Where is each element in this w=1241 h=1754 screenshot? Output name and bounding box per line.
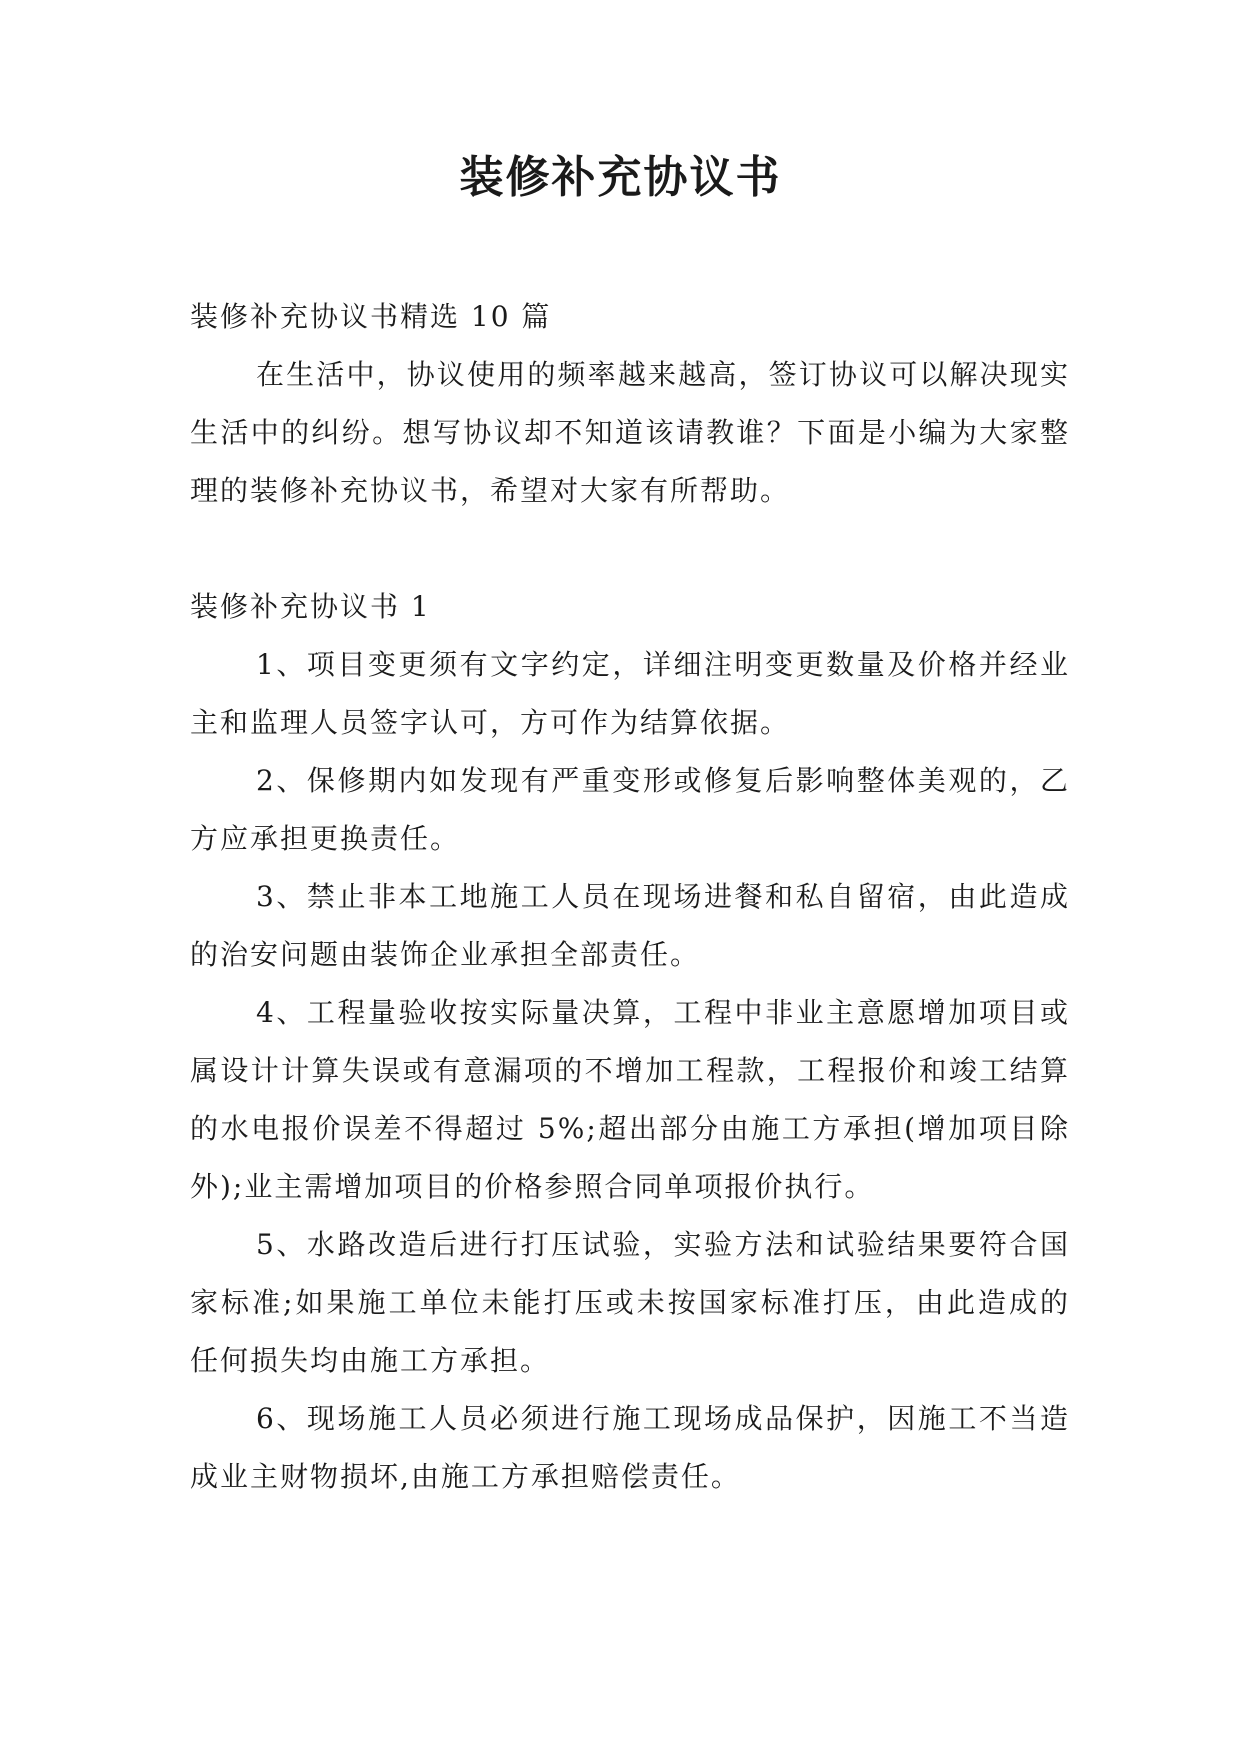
document-body <box>190 288 1070 1506</box>
document-subtitle: 装修补充协议书精选 10 篇 <box>190 300 552 333</box>
clause-4: 4、工程量验收按实际量决算，工程中非业主意愿增加项目或属设计计算失误或有意漏项的不增加工程款，工程报价和竣工结算的水电报价误差不得超过 5%;超出部分由施工方承担(增加项目除外);业主需增加项目的价格参照合同单项报价执行。 <box>190 996 1070 1203</box>
clause-6: 6、现场施工人员必须进行施工现场成品保护，因施工不当造成业主财物损坏,由施工方承担赔偿责任。 <box>190 1402 1070 1493</box>
document-title: 装修补充协议书 <box>459 152 782 203</box>
clause-1: 1、项目变更须有文字约定，详细注明变更数量及价格并经业主和监理人员签字认可，方可作为结算依据。 <box>190 648 1070 739</box>
clause-5: 5、水路改造后进行打压试验，实验方法和试验结果要符合国家标准;如果施工单位未能打压或未按国家标准打压，由此造成的任何损失均由施工方承担。 <box>190 1228 1070 1377</box>
clause-2: 2、保修期内如发现有严重变形或修复后影响整体美观的，乙方应承担更换责任。 <box>190 764 1070 855</box>
section-heading: 装修补充协议书 1 <box>190 590 431 623</box>
intro-paragraph: 在生活中，协议使用的频率越来越高，签订协议可以解决现实生活中的纠纷。想写协议却不知道该请教谁？下面是小编为大家整理的装修补充协议书，希望对大家有所帮助。 <box>190 358 1070 507</box>
clause-3: 3、禁止非本工地施工人员在现场进餐和私自留宿，由此造成的治安问题由装饰企业承担全部责任。 <box>190 880 1070 971</box>
